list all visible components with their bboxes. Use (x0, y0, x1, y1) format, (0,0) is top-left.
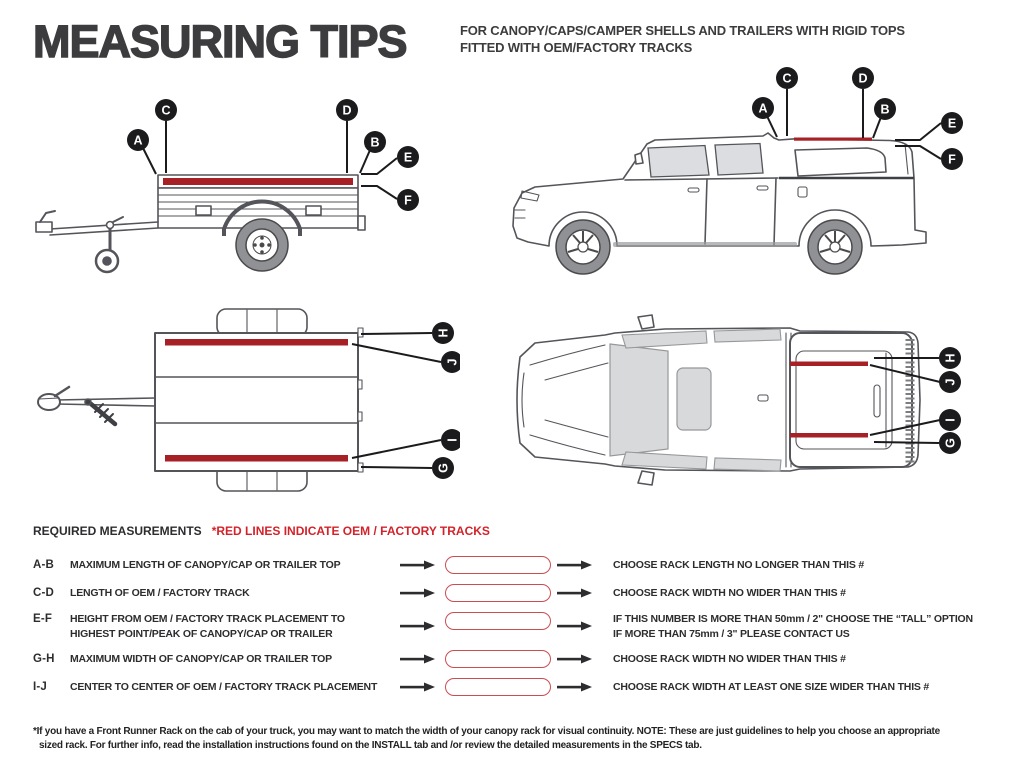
sunroof (677, 368, 711, 430)
svg-text:A: A (133, 133, 143, 148)
subtitle-line-2: FITTED WITH OEM/FACTORY TRACKS (460, 40, 693, 55)
row-description: MAXIMUM LENGTH OF CANOPY/CAP OR TRAILER TOP (70, 558, 341, 571)
svg-text:B: B (880, 102, 890, 117)
row-description: MAXIMUM WIDTH OF CANOPY/CAP OR TRAILER TOP (70, 652, 332, 665)
arrow-right-icon (400, 682, 436, 692)
callout-f (941, 148, 963, 170)
svg-text:J: J (445, 358, 460, 366)
arrow-right-icon (557, 654, 593, 664)
svg-text:D: D (342, 103, 352, 118)
row-description: LENGTH OF OEM / FACTORY TRACK (70, 586, 250, 599)
measurement-row-ab (33, 553, 1013, 577)
measurement-input-field-cd[interactable] (445, 584, 551, 602)
row-description: CENTER TO CENTER OF OEM / FACTORY TRACK PLACEMENT (70, 680, 378, 693)
svg-text:E: E (403, 150, 413, 165)
callout-f (397, 189, 419, 211)
windshield (610, 344, 668, 456)
callout-e (941, 112, 963, 134)
oem-track-red-line (794, 138, 872, 141)
row-guideline: CHOOSE RACK WIDTH NO WIDER THAN THIS # (613, 652, 846, 665)
callout-c (155, 99, 177, 121)
arrow-right-icon (557, 588, 593, 598)
measurement-input-field-ab[interactable] (445, 556, 551, 574)
svg-text:B: B (370, 135, 380, 150)
callout-h (939, 347, 961, 369)
callout-d (336, 99, 358, 121)
row-id: G-H (33, 653, 55, 665)
footnote (33, 725, 999, 752)
svg-text:D: D (858, 71, 868, 86)
callout-j (441, 351, 460, 373)
measurement-row-ef (33, 607, 1013, 647)
footnote-line-1: *If you have a Front Runner Rack on the cab of your truck, you may want to match the width of your canopy rack for visual continuity. NOTE: These are just guidelines to help you choose an appropriate (33, 726, 940, 737)
measurement-input-field-ij[interactable] (445, 678, 551, 696)
row-id: E-F (33, 613, 53, 625)
section-title: REQUIRED MEASUREMENTS (33, 524, 202, 538)
page-subtitle (460, 22, 905, 56)
cab-rear-window (715, 144, 763, 176)
truck-side-view-diagram (495, 60, 1010, 305)
svg-text:H: H (436, 328, 451, 338)
callout-a (127, 129, 149, 151)
footnote-line-2: sized rack. For further info, read the installation instructions found on the INSTALL tab and /or review the detailed measurements in the SPECS tab. (39, 739, 702, 751)
truck-front-wheel (556, 220, 610, 274)
svg-text:H: H (943, 353, 958, 363)
svg-text:J: J (943, 378, 958, 386)
measurement-row-ij (33, 675, 1013, 699)
arrow-right-icon (557, 560, 593, 570)
svg-text:E: E (947, 116, 957, 131)
trailer-top-drawbar (38, 387, 155, 424)
callout-i (939, 409, 961, 431)
callout-g (939, 432, 961, 454)
measurement-input-field-ef[interactable] (445, 612, 551, 630)
callout-c (776, 67, 798, 89)
arrow-right-icon (400, 621, 436, 631)
callout-leader-lines (352, 333, 441, 468)
oem-track-red-line-right (790, 433, 868, 438)
callout-e (397, 146, 419, 168)
callout-b (364, 131, 386, 153)
subtitle-line-1: FOR CANOPY/CAPS/CAMPER SHELLS AND TRAILERS WITH RIGID TOPS (460, 23, 905, 38)
measurement-row-gh (33, 647, 1013, 671)
running-board (613, 242, 797, 247)
row-guideline: IF THIS NUMBER IS MORE THAN 50mm / 2" CHOOSE THE “TALL” OPTION IF MORE THAN 75mm / 3" PLEASE CONTACT US (613, 613, 973, 640)
cab-front-window (648, 146, 709, 178)
callout-i (441, 429, 460, 451)
svg-text:I: I (445, 438, 460, 442)
page-title: MEASURING TIPS (33, 16, 407, 67)
measurement-row-cd (33, 581, 1013, 605)
arrow-right-icon (400, 654, 436, 664)
oem-track-red-line-left (790, 362, 868, 367)
trailer-top-view-diagram (25, 300, 460, 500)
row-guideline: CHOOSE RACK WIDTH AT LEAST ONE SIZE WIDER THAN THIS # (613, 680, 930, 693)
svg-text:G: G (943, 438, 958, 448)
trailer-drawbar (36, 211, 158, 272)
truck-rear-wheel (808, 220, 862, 274)
row-id: C-D (33, 587, 55, 599)
svg-text:A: A (758, 101, 768, 116)
arrow-right-icon (400, 560, 436, 570)
callout-b (874, 98, 896, 120)
trailer-side-view-diagram (30, 85, 445, 305)
trailer-wheel (236, 219, 288, 271)
svg-text:C: C (161, 103, 171, 118)
arrow-right-icon (400, 588, 436, 598)
row-id: A-B (33, 559, 55, 571)
measurement-input-field-gh[interactable] (445, 650, 551, 668)
red-lines-legend: *RED LINES INDICATE OEM / FACTORY TRACKS (211, 524, 490, 538)
row-id: I-J (33, 681, 48, 693)
svg-text:I: I (943, 418, 958, 422)
trailer-top-body (155, 328, 363, 472)
callout-a (752, 97, 774, 119)
oem-track-red-line-left (165, 339, 348, 346)
svg-text:F: F (404, 193, 412, 208)
oem-track-red-line-right (165, 455, 348, 462)
measurement-rows (33, 553, 1013, 699)
row-guideline: CHOOSE RACK LENGTH NO LONGER THAN THIS # (613, 558, 865, 571)
arrow-right-icon (557, 621, 593, 631)
callout-h (432, 322, 454, 344)
canopy-top (790, 333, 912, 467)
row-guideline: CHOOSE RACK WIDTH NO WIDER THAN THIS # (613, 586, 846, 599)
oem-track-red-line (163, 178, 353, 185)
truck-top-view-diagram (500, 295, 1010, 505)
callout-d (852, 67, 874, 89)
arrow-right-icon (557, 682, 593, 692)
svg-text:G: G (436, 463, 451, 473)
required-measurements-header (33, 524, 490, 538)
callout-j (939, 371, 961, 393)
callout-g (432, 457, 454, 479)
svg-text:C: C (782, 71, 792, 86)
svg-text:F: F (948, 152, 956, 167)
row-description: HEIGHT FROM OEM / FACTORY TRACK PLACEMENT TO HIGHEST POINT/PEAK OF CANOPY/CAP OR TRAILER (70, 613, 345, 640)
